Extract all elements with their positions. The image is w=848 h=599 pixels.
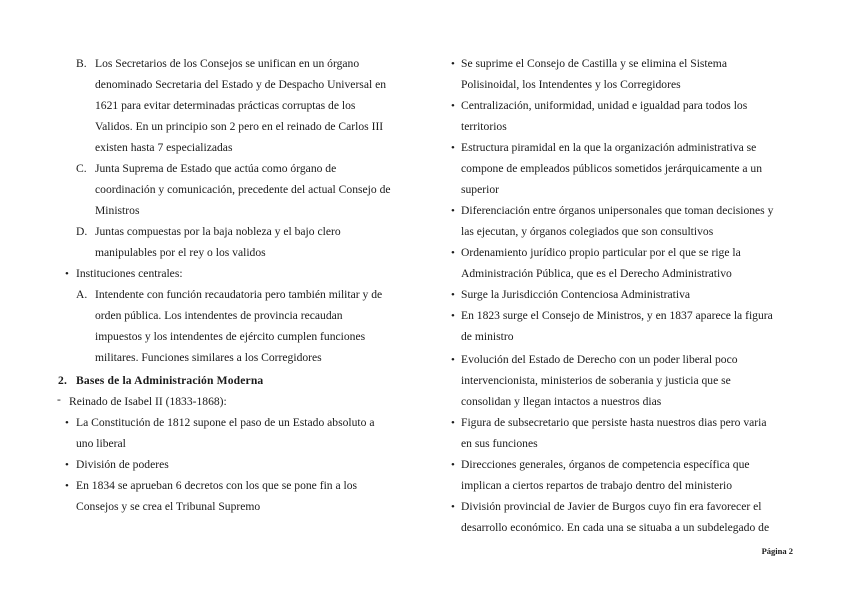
bullet-text: Diferenciación entre órganos unipersonales que toman decisiones y [461, 204, 774, 217]
bullet-text: implican a ciertos repartos de trabajo dentro del ministerio [461, 479, 733, 492]
bullet-text: territorios [461, 120, 507, 133]
bullet-text: Direcciones generales, órganos de competencia específica que [461, 458, 750, 471]
bullet-icon: • [451, 354, 455, 366]
dash-marker: - [57, 393, 61, 406]
bullet-text: Figura de subsecretario que persiste hasta nuestros dias pero varia [461, 416, 767, 429]
bullet-text: Polisinoidal, los Intendentes y los Corregidores [461, 78, 681, 91]
item-d-line: Juntas compuestas por la baja nobleza y el bajo clero [95, 225, 341, 238]
bullet-text: Centralización, uniformidad, unidad e igualdad para todos los [461, 99, 748, 112]
bullet-text: División de poderes [76, 458, 169, 471]
item-b-marker: B. [76, 57, 87, 70]
page-number: Página 2 [761, 546, 793, 556]
bullet-text: En 1834 se aprueban 6 decretos con los que se pone fin a los [76, 479, 358, 492]
bullet-text: Estructura piramidal en la que la organización administrativa se [461, 141, 757, 154]
bullet-text: uno liberal [76, 437, 126, 450]
item-c-line: Junta Suprema de Estado que actúa como órgano de [95, 162, 337, 175]
bullet-text: compone de empleados públicos sometidos jerárquicamente a un [461, 162, 763, 175]
bullet-text: Surge la Jurisdicción Contenciosa Administrativa [461, 288, 691, 301]
bullet-text: Ordenamiento jurídico propio particular por el que se rige la [461, 246, 741, 259]
institutions-label: Instituciones centrales: [76, 267, 183, 280]
item-a-marker: A. [76, 288, 88, 301]
bullet-icon: • [451, 289, 455, 301]
bullet-text: en sus funciones [461, 437, 538, 450]
bullet-icon: • [451, 310, 455, 322]
item-d-marker: D. [76, 225, 88, 238]
reign-label: Reinado de Isabel II (1833-1868): [69, 395, 227, 408]
bullet-text: intervencionista, ministerios de soberania y justicia que se [461, 374, 731, 387]
item-b-line: Los Secretarios de los Consejos se unifican en un órgano [95, 57, 360, 70]
item-a-line: militares. Funciones similares a los Corregidores [95, 351, 322, 364]
bullet-icon: • [65, 459, 69, 471]
bullet-icon: • [451, 417, 455, 429]
bullet-text: La Constitución de 1812 supone el paso de un Estado absoluto a [76, 416, 375, 429]
bullet-text: División provincial de Javier de Burgos cuyo fin era favorecer el [461, 500, 762, 513]
bullet-icon: • [451, 142, 455, 154]
item-b-line: existen hasta 7 especializadas [95, 141, 233, 154]
bullet-icon: • [451, 58, 455, 70]
bullet-text: Consejos y se crea el Tribunal Supremo [76, 500, 261, 513]
bullet-icon: • [451, 205, 455, 217]
section-heading: Bases de la Administración Moderna [76, 374, 264, 387]
bullet-text: de ministro [461, 330, 514, 343]
bullet-icon: • [451, 501, 455, 513]
item-a-line: impuestos y los intendentes de ejército cumplen funciones [95, 330, 366, 343]
bullet-text: desarrollo económico. En cada una se situaba a un subdelegado de [461, 521, 770, 534]
bullet-text: En 1823 surge el Consejo de Ministros, y en 1837 aparece la figura [461, 309, 773, 322]
bullet-text: Administración Pública, que es el Derecho Administrativo [461, 267, 732, 280]
item-b-line: 1621 para evitar determinadas prácticas corruptas de los [95, 99, 356, 112]
section-heading-number: 2. [58, 374, 67, 387]
bullet-icon: • [451, 100, 455, 112]
item-a-line: orden pública. Los intendentes de provincia recaudan [95, 309, 343, 322]
bullet-icon: • [65, 480, 69, 492]
bullet-text: Evolución del Estado de Derecho con un poder liberal poco [461, 353, 738, 366]
bullet-icon: • [65, 417, 69, 429]
item-c-line: coordinación y comunicación, precedente del actual Consejo de [95, 183, 391, 196]
bullet-text: Se suprime el Consejo de Castilla y se elimina el Sistema [461, 57, 727, 70]
item-c-line: Ministros [95, 204, 140, 217]
item-a-line: Intendente con función recaudatoria pero también militar y de [95, 288, 383, 301]
bullet-text: las ejecutan, y órganos colegiados que son consultivos [461, 225, 714, 238]
item-c-marker: C. [76, 162, 87, 175]
item-b-line: denominado Secretaria del Estado y de Despacho Universal en [95, 78, 387, 91]
item-d-line: manipulables por el rey o los validos [95, 246, 266, 259]
item-b-line: Validos. En un principio son 2 pero en el reinado de Carlos III [95, 120, 384, 133]
bullet-text: consolidan y llegan intactos a nuestros dias [461, 395, 662, 408]
bullet-icon: • [451, 459, 455, 471]
bullet-icon: • [451, 247, 455, 259]
bullet-text: superior [461, 183, 499, 196]
bullet-icon: • [65, 268, 69, 280]
